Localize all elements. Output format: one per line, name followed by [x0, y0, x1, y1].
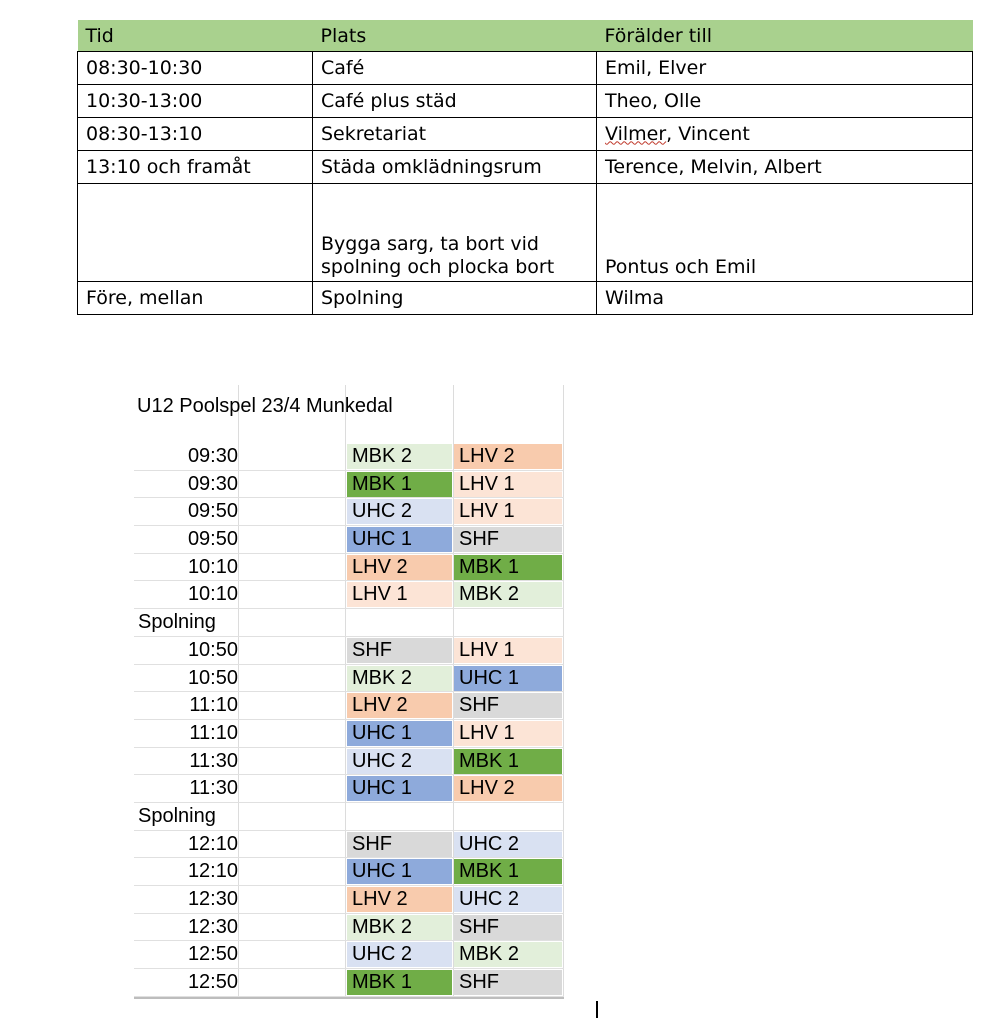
game-time: 12:30 — [187, 915, 238, 938]
home-team-cell: MBK 2 — [347, 666, 452, 691]
schedule-row — [134, 720, 564, 748]
schedule-label-row — [134, 803, 564, 831]
game-time: 09:50 — [187, 528, 238, 551]
home-team-cell: MBK 1 — [347, 472, 452, 497]
duty-table — [77, 20, 973, 315]
game-time: 09:30 — [187, 445, 238, 467]
schedule-row — [134, 858, 564, 886]
cell-foralder: Vilmer, Vincent — [597, 118, 973, 151]
home-team-cell: UHC 1 — [347, 721, 452, 746]
cell-tid: 08:30-13:10 — [78, 118, 313, 151]
cell-tid — [78, 184, 313, 282]
away-team-cell: MBK 2 — [454, 582, 562, 607]
game-time: 10:50 — [187, 638, 238, 661]
schedule-rows — [134, 443, 564, 997]
home-team-cell: MBK 1 — [347, 970, 452, 995]
header-tid: Tid — [78, 20, 313, 52]
schedule-row — [134, 775, 564, 803]
cell-tid: 10:30-13:00 — [78, 85, 313, 118]
away-team-cell: SHF — [454, 693, 562, 718]
away-team-cell: MBK 1 — [454, 749, 562, 774]
schedule-row — [134, 471, 564, 499]
home-team-cell: UHC 2 — [347, 942, 452, 967]
schedule-row — [134, 914, 564, 942]
game-time: 12:30 — [187, 888, 238, 910]
schedule-row — [134, 554, 564, 582]
cell-tid: 08:30-10:30 — [78, 52, 313, 85]
game-time: 12:50 — [187, 943, 238, 966]
home-team-cell: SHF — [347, 638, 452, 663]
cell-plats: Café — [313, 52, 597, 85]
cell-plats: Spolning — [313, 282, 597, 315]
away-team-cell: LHV 2 — [454, 776, 562, 801]
schedule-title: U12 Poolspel 23/4 Munkedal — [137, 395, 393, 417]
game-time: 11:10 — [189, 694, 238, 717]
table-row — [78, 85, 973, 118]
home-team-cell: LHV 2 — [347, 693, 452, 718]
duty-table-header — [78, 20, 973, 52]
away-team-cell: MBK 1 — [454, 555, 562, 580]
text-cursor — [596, 1001, 598, 1018]
cell-foralder: Theo, Olle — [597, 85, 973, 118]
away-team-cell: LHV 1 — [454, 721, 562, 746]
cell-tid: 13:10 och framåt — [78, 151, 313, 184]
away-team-cell: LHV 1 — [454, 638, 562, 663]
home-team-cell: UHC 2 — [347, 749, 452, 774]
sheet-bottom-border — [134, 997, 564, 999]
home-team-cell: LHV 2 — [347, 887, 452, 912]
schedule-row — [134, 526, 564, 554]
cell-foralder: Terence, Melvin, Albert — [597, 151, 973, 184]
home-team-cell: UHC 1 — [347, 859, 452, 884]
schedule-row — [134, 969, 564, 997]
table-row — [78, 118, 973, 151]
schedule-row — [134, 941, 564, 969]
game-time: 10:10 — [187, 555, 238, 578]
header-foralder: Förälder till — [597, 20, 973, 52]
cell-tid: Före, mellan — [78, 282, 313, 315]
away-team-cell: LHV 1 — [454, 472, 562, 497]
game-time: 11:10 — [189, 721, 238, 744]
game-time: 12:50 — [187, 971, 238, 994]
away-team-cell: MBK 1 — [454, 859, 562, 884]
home-team-cell: MBK 2 — [347, 444, 452, 469]
game-time: 09:30 — [187, 472, 238, 495]
game-time: 10:50 — [187, 666, 238, 689]
away-team-cell: UHC 1 — [454, 666, 562, 691]
away-team-cell: SHF — [454, 915, 562, 940]
cell-foralder: Wilma — [597, 282, 973, 315]
schedule-row — [134, 748, 564, 776]
away-team-cell: MBK 2 — [454, 942, 562, 967]
cell-plats: Städa omklädningsrum — [313, 151, 597, 184]
away-team-cell: LHV 2 — [454, 444, 562, 469]
schedule-row — [134, 637, 564, 665]
game-time: 10:10 — [187, 583, 238, 606]
game-time: 11:30 — [189, 749, 238, 772]
away-team-cell: SHF — [454, 527, 562, 552]
table-row — [78, 184, 973, 282]
away-team-cell: UHC 2 — [454, 887, 562, 912]
game-time: 12:10 — [187, 860, 238, 883]
home-team-cell: UHC 1 — [347, 527, 452, 552]
cell-foralder: Emil, Elver — [597, 52, 973, 85]
table-row — [78, 151, 973, 184]
cell-plats: Sekretariat — [313, 118, 597, 151]
away-team-cell: LHV 1 — [454, 499, 562, 524]
game-schedule-sheet — [134, 385, 564, 997]
schedule-row — [134, 692, 564, 720]
game-time: 11:30 — [189, 777, 238, 800]
away-team-cell: SHF — [454, 970, 562, 995]
misspelled-name: Vilmer — [605, 122, 667, 145]
schedule-row — [134, 498, 564, 526]
home-team-cell: LHV 1 — [347, 582, 452, 607]
home-team-cell: MBK 2 — [347, 915, 452, 940]
spolning-label: Spolning — [138, 611, 216, 634]
away-team-cell: UHC 2 — [454, 832, 562, 857]
home-team-cell: SHF — [347, 832, 452, 857]
table-row — [78, 52, 973, 85]
home-team-cell: UHC 2 — [347, 499, 452, 524]
schedule-row — [134, 581, 564, 609]
table-row — [78, 282, 973, 315]
cell-plats: Bygga sarg, ta bort vid spolning och plocka bort — [313, 184, 597, 282]
cell-plats: Café plus städ — [313, 85, 597, 118]
spolning-label: Spolning — [138, 804, 216, 827]
home-team-cell: UHC 1 — [347, 776, 452, 801]
header-plats: Plats — [313, 20, 597, 52]
game-time: 12:10 — [187, 832, 238, 855]
game-time: 09:50 — [187, 500, 238, 523]
schedule-label-row — [134, 609, 564, 637]
schedule-row — [134, 831, 564, 859]
schedule-row — [134, 665, 564, 693]
schedule-row — [134, 886, 564, 914]
cell-foralder: Pontus och Emil — [597, 184, 973, 282]
schedule-row — [134, 443, 564, 471]
home-team-cell: LHV 2 — [347, 555, 452, 580]
